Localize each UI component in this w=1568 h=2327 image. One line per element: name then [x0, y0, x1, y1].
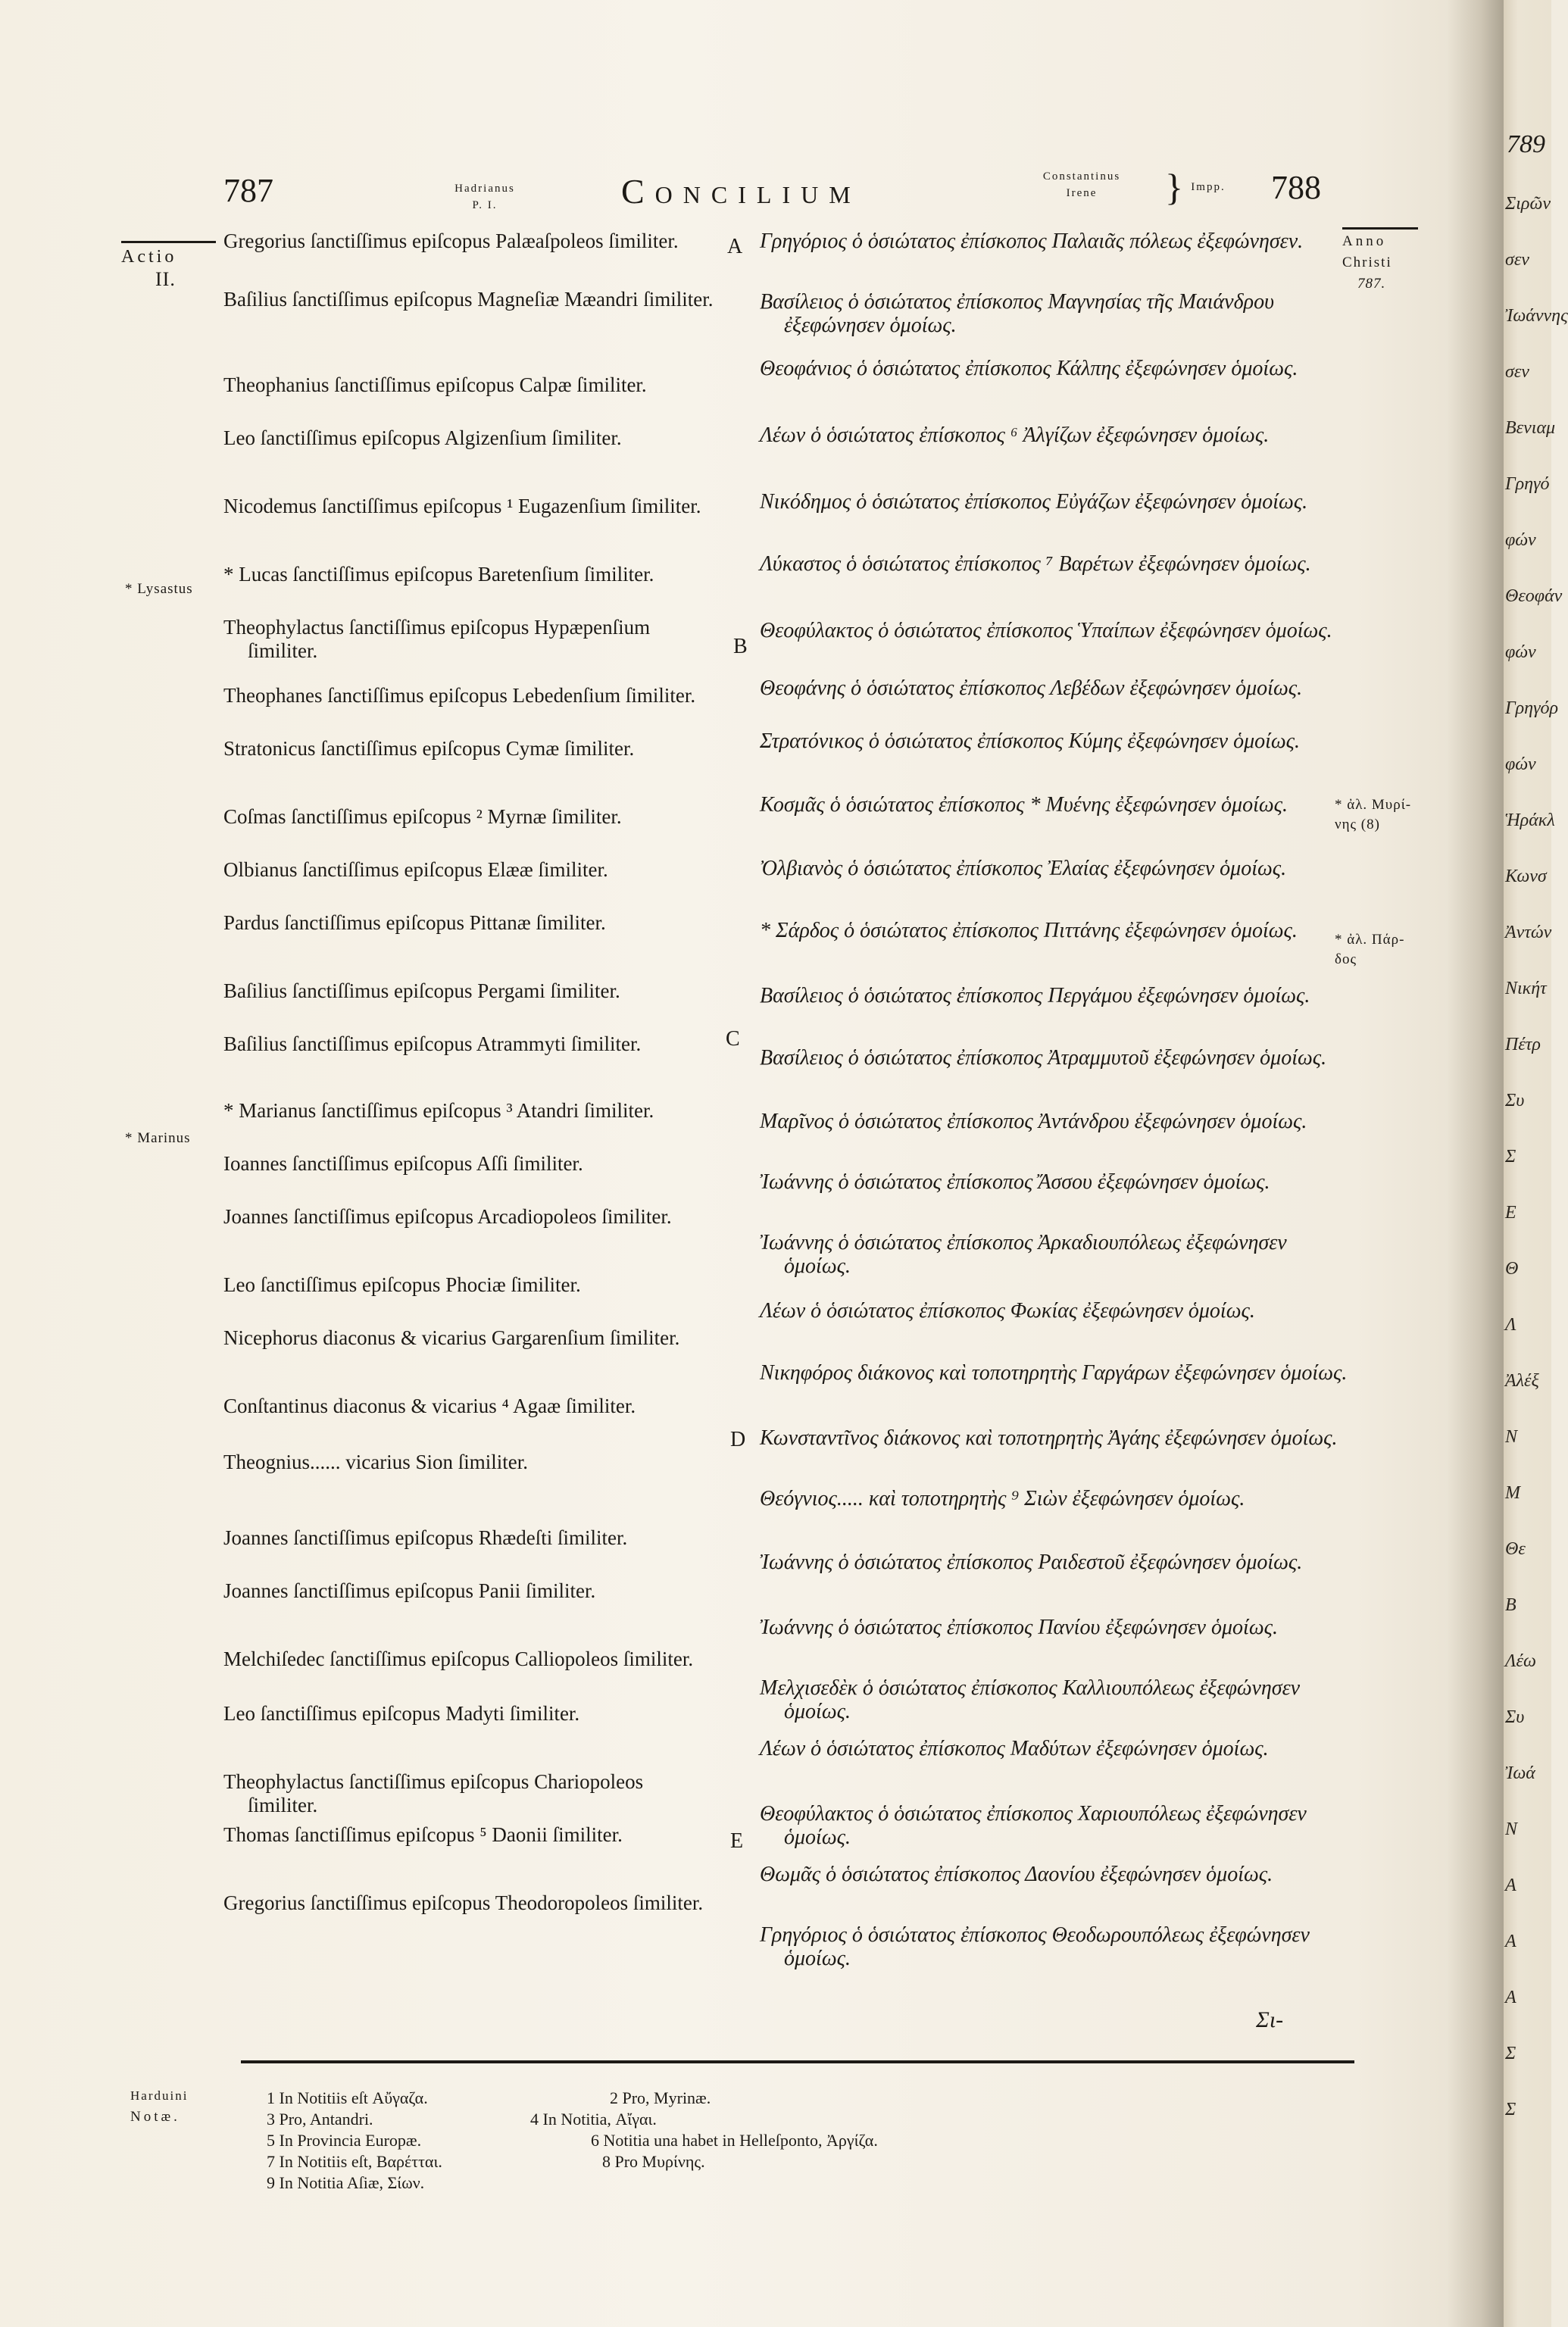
- note-7: 7 In Notitiis eſt, Βαρέτται.: [267, 2152, 442, 2171]
- greek-entry: Ὀλβιανὸς ὁ ὁσιώτατος ἐπίσκοπος Ἐλαίας ἐξεφώνησεν ὁμοίως.: [760, 857, 1287, 880]
- latin-entry: Theophylactus ſanctiſſimus epiſcopus Chariopoleos ſimiliter.: [223, 1770, 644, 1816]
- greek-entry: Θωμᾶς ὁ ὁσιώτατος ἐπίσκοπος Δαονίου ἐξεφώνησεν ὁμοίως.: [760, 1863, 1273, 1886]
- greek-entry: Ἰωάννης ὁ ὁσιώτατος ἐπίσκοπος Ραιδεστοῦ ἐξεφώνησεν ὁμοίως.: [760, 1551, 1303, 1574]
- greek-entry: Μαρῖνος ὁ ὁσιώτατος ἐπίσκοπος Ἀντάνδρου ἐξεφώνησεν ὁμοίως.: [760, 1110, 1307, 1133]
- latin-entry: Pardus ſanctiſſimus epiſcopus Pittanæ ſimiliter.: [223, 911, 606, 934]
- notes-label-notae: Notæ.: [130, 2109, 180, 2125]
- section-letter-c: C: [726, 1027, 740, 1051]
- next-page-fragment: Ἡράκλ: [1505, 811, 1555, 830]
- greek-entry: Μελχισεδὲκ ὁ ὁσιώτατος ἐπίσκοπος Καλλιουπόλεως ἐξεφώνησεν ὁμοίως.: [760, 1676, 1301, 1723]
- book-spine-shadow: [1447, 0, 1504, 2327]
- greek-entry: Κωνσταντῖνος διάκονος καὶ τοποτηρητὴς Ἀγάης ἐξεφώνησεν ὁμοίως.: [760, 1426, 1338, 1450]
- christi-label: Christi: [1342, 255, 1392, 270]
- note-3: 3 Pro, Antandri.: [267, 2110, 373, 2129]
- latin-entry: Ioannes ſanctiſſimus epiſcopus Aſſi ſimiliter.: [223, 1152, 583, 1175]
- next-page-fragment: Ε: [1505, 1203, 1516, 1223]
- next-page-edge: [1504, 0, 1568, 2327]
- next-page-fragment: Συ: [1505, 1091, 1525, 1110]
- greek-entry: Θεοφάνιος ὁ ὁσιώτατος ἐπίσκοπος Κάλπης ἐξεφώνησεν ὁμοίως.: [760, 357, 1298, 380]
- greek-entry: Θεόγνιος..... καὶ τοποτηρητὴς ⁹ Σιὼν ἐξεφώνησεν ὁμοίως.: [760, 1487, 1245, 1510]
- next-page-fragment: Μ: [1505, 1483, 1520, 1503]
- next-page-fragment: Θεοφάν: [1505, 586, 1563, 606]
- greek-entry: Λέων ὁ ὁσιώτατος ἐπίσκοπος Φωκίας ἐξεφώνησεν ὁμοίως.: [760, 1299, 1255, 1323]
- note-5: 5 In Provincia Europæ.: [267, 2131, 422, 2150]
- next-page-fragment: Σ: [1505, 2100, 1516, 2119]
- next-page-fragment: Συ: [1505, 1707, 1525, 1727]
- left-page-number: 787: [223, 172, 273, 209]
- greek-entry: Λέων ὁ ὁσιώτατος ἐπίσκοπος Μαδύτων ἐξεφώνησεν ὁμοίως.: [760, 1737, 1269, 1760]
- greek-entry: Βασίλειος ὁ ὁσιώτατος ἐπίσκοπος Περγάμου ἐξεφώνησεν ὁμοίως.: [760, 984, 1310, 1007]
- header-author: [409, 180, 561, 214]
- latin-entry: Coſmas ſanctiſſimus epiſcopus ² Myrnæ ſimiliter.: [223, 805, 622, 828]
- next-page-fragment: Ἀντών: [1505, 923, 1552, 942]
- note-8: 8 Pro Μυρίνης.: [602, 2152, 705, 2171]
- header-author-line1: Hadrianus: [454, 183, 515, 195]
- note-4: 4 In Notitia, Αἴγαι.: [530, 2110, 657, 2129]
- latin-entry: Joannes ſanctiſſimus epiſcopus Rhædeſti ſimiliter.: [223, 1526, 628, 1549]
- latin-entry: Gregorius ſanctiſſimus epiſcopus Theodoropoleos ſimiliter.: [223, 1891, 704, 1914]
- next-page-fragment: Β: [1505, 1595, 1516, 1615]
- header-brace: }: [1165, 166, 1183, 208]
- header-rulers-line1: Constantinus: [1042, 170, 1121, 183]
- latin-entry: Joannes ſanctiſſimus epiſcopus Arcadiopoleos ſimiliter.: [223, 1205, 672, 1228]
- next-page-fragment: Λ: [1505, 1315, 1516, 1335]
- latin-entry: Olbianus ſanctiſſimus epiſcopus Elææ ſimiliter.: [223, 858, 608, 881]
- greek-entry: Λύκαστος ὁ ὁσιώτατος ἐπίσκοπος ⁷ Βαρέτων ἐξεφώνησεν ὁμοίως.: [760, 552, 1311, 576]
- next-page-fragment: Σιρῶν: [1505, 194, 1551, 214]
- notes-rule: [241, 2060, 1354, 2063]
- header-rulers-line2: Irene: [1066, 187, 1098, 199]
- greek-entry: Νικηφόρος διάκονος καὶ τοποτηρητὴς Γαργάρων ἐξεφώνησεν ὁμοίως.: [760, 1361, 1348, 1385]
- margin-note-pardus: * ἀλ. Πάρ- δος: [1335, 932, 1405, 967]
- greek-entry: * Σάρδος ὁ ὁσιώτατος ἐπίσκοπος Πιττάνης ἐξεφώνησεν ὁμοίως.: [760, 919, 1298, 942]
- year-label: 787.: [1357, 276, 1386, 292]
- margin-note-marinus: * Marinus: [125, 1130, 191, 1146]
- actio-number: II.: [155, 268, 176, 290]
- header-impp: Impp.: [1191, 181, 1226, 193]
- next-page-fragment: Γρηγό: [1505, 474, 1550, 494]
- section-letter-b: B: [733, 635, 748, 658]
- notes-label-harduini: Harduini: [130, 2088, 189, 2103]
- greek-entry: Ἰωάννης ὁ ὁσιώτατος ἐπίσκοπος Πανίου ἐξεφώνησεν ὁμοίως.: [760, 1616, 1278, 1639]
- next-page-fragment: Βενιαμ: [1505, 418, 1556, 438]
- margin-note-lysastus: * Lysastus: [125, 581, 193, 597]
- next-page-fragment: Ἀλέξ: [1505, 1371, 1539, 1391]
- note-6: 6 Notitia una habet in Helleſponto, Ἀργίζα.: [591, 2131, 878, 2150]
- next-page-fragment: Α: [1505, 1876, 1516, 1895]
- next-page-fragment: Νικήτ: [1505, 979, 1547, 998]
- next-page-fragment: Γρηγόρ: [1505, 698, 1559, 718]
- latin-entry: Leo ſanctiſſimus epiſcopus Madyti ſimiliter.: [223, 1702, 580, 1725]
- latin-entry: Baſilius ſanctiſſimus epiſcopus Atrammyti ſimiliter.: [223, 1032, 642, 1055]
- section-letter-d: D: [730, 1428, 746, 1451]
- next-page-fragment: Α: [1505, 1932, 1516, 1951]
- latin-entry: Leo ſanctiſſimus epiſcopus Algizenſium ſimiliter.: [223, 426, 622, 449]
- latin-entry: Leo ſanctiſſimus epiſcopus Phociæ ſimiliter.: [223, 1273, 581, 1296]
- greek-entry: Βασίλειος ὁ ὁσιώτατος ἐπίσκοπος Ἀτραμμυτοῦ ἐξεφώνησεν ὁμοίως.: [760, 1046, 1327, 1070]
- next-page-fragment: Κωνσ: [1505, 867, 1547, 886]
- greek-entry: Λέων ὁ ὁσιώτατος ἐπίσκοπος ⁶ Ἀλγίζων ἐξεφώνησεν ὁμοίως.: [760, 423, 1270, 447]
- latin-entry: Nicodemus ſanctiſſimus epiſcopus ¹ Eugazenſium ſimiliter.: [223, 495, 701, 517]
- greek-entry: Γρηγόριος ὁ ὁσιώτατος ἐπίσκοπος Παλαιᾶς πόλεως ἐξεφώνησεν.: [760, 230, 1304, 253]
- anno-label: Anno: [1342, 233, 1387, 249]
- greek-entry: Θεοφύλακτος ὁ ὁσιώτατος ἐπίσκοπος Ὑπαίπων ἐξεφώνησεν ὁμοίως.: [760, 619, 1332, 642]
- next-page-fragment: Θ: [1505, 1259, 1519, 1279]
- latin-entry: Joannes ſanctiſſimus epiſcopus Panii ſimiliter.: [223, 1579, 596, 1602]
- latin-entry: Theophylactus ſanctiſſimus epiſcopus Hypæpenſium ſimiliter.: [223, 616, 651, 662]
- header-rulers: [998, 168, 1165, 201]
- latin-entry: Baſilius ſanctiſſimus epiſcopus Pergami ſimiliter.: [223, 979, 620, 1002]
- greek-entry: Ἰωάννης ὁ ὁσιώτατος ἐπίσκοπος Ἀρκαδιουπόλεως ἐξεφώνησεν ὁμοίως.: [760, 1231, 1287, 1278]
- catchword: Σι-: [1256, 2007, 1284, 2032]
- latin-entry: Stratonicus ſanctiſſimus epiſcopus Cymæ ſimiliter.: [223, 737, 635, 760]
- next-page-fragment: Λέω: [1505, 1651, 1536, 1671]
- next-page-fragment: φών: [1505, 754, 1536, 774]
- greek-entry: Θεοφύλακτος ὁ ὁσιώτατος ἐπίσκοπος Χαριουπόλεως ἐξεφώνησεν ὁμοίως.: [760, 1802, 1307, 1849]
- margin-note-myrinae: * ἀλ. Μυρί- νης (8): [1335, 797, 1412, 832]
- greek-entry: Θεοφάνης ὁ ὁσιώτατος ἐπίσκοπος Λεβέδων ἐξεφώνησεν ὁμοίως.: [760, 676, 1303, 700]
- latin-entry: Melchiſedec ſanctiſſimus epiſcopus Calliopoleos ſimiliter.: [223, 1648, 694, 1670]
- latin-entry: Theognius...... vicarius Sion ſimiliter.: [223, 1451, 528, 1473]
- margin-rule-left: [121, 241, 216, 243]
- latin-entry: Nicephorus diaconus & vicarius Gargarenſium ſimiliter.: [223, 1326, 680, 1349]
- next-page-fragment: Σ: [1505, 1147, 1516, 1167]
- latin-entry: * Marianus ſanctiſſimus epiſcopus ³ Atandri ſimiliter.: [223, 1099, 654, 1122]
- next-page-fragment: Ἰωά: [1505, 1763, 1535, 1783]
- latin-entry: Thomas ſanctiſſimus epiſcopus ⁵ Daonii ſimiliter.: [223, 1823, 623, 1846]
- margin-rule-right: [1342, 227, 1418, 230]
- next-page-number: 789: [1507, 130, 1545, 158]
- next-page-fragment: Ν: [1505, 1819, 1518, 1839]
- greek-entry: Βασίλειος ὁ ὁσιώτατος ἐπίσκοπος Μαγνησίας τῆς Μαιάνδρου ἐξεφώνησεν ὁμοίως.: [760, 290, 1274, 337]
- latin-entry: Theophanes ſanctiſſimus epiſcopus Lebedenſium ſimiliter.: [223, 684, 696, 707]
- greek-entry: Στρατόνικος ὁ ὁσιώτατος ἐπίσκοπος Κύμης ἐξεφώνησεν ὁμοίως.: [760, 729, 1301, 753]
- latin-entry: Conſtantinus diaconus & vicarius ⁴ Agaæ ſimiliter.: [223, 1395, 636, 1417]
- latin-entry: Theophanius ſanctiſſimus epiſcopus Calpæ ſimiliter.: [223, 373, 647, 396]
- actio-label: Actio: [121, 247, 177, 267]
- greek-entry: Ἰωάννης ὁ ὁσιώτατος ἐπίσκοπος Ἄσσου ἐξεφώνησεν ὁμοίως.: [760, 1170, 1270, 1194]
- next-page-fragment: φών: [1505, 530, 1536, 550]
- latin-entry: Baſilius ſanctiſſimus epiſcopus Magneſiæ Mæandri ſimiliter.: [223, 288, 714, 311]
- section-letter-a: A: [727, 235, 743, 258]
- greek-entry: Νικόδημος ὁ ὁσιώτατος ἐπίσκοπος Εὐγάζων ἐξεφώνησεν ὁμοίως.: [760, 490, 1308, 514]
- page-title: Concilium: [621, 172, 861, 211]
- next-page-fragment: Πέτρ: [1505, 1035, 1541, 1054]
- note-2: 2 Pro, Myrinæ.: [610, 2088, 711, 2107]
- next-page-fragment: Ἰωάννης: [1505, 306, 1568, 326]
- greek-entry: Κοσμᾶς ὁ ὁσιώτατος ἐπίσκοπος * Μυένης ἐξεφώνησεν ὁμοίως.: [760, 793, 1288, 817]
- next-page-fragment: σεν: [1505, 250, 1529, 270]
- section-letter-e: E: [730, 1829, 744, 1853]
- note-1: 1 In Notitiis eſt Αὔγαζα.: [267, 2088, 428, 2107]
- greek-entry: Γρηγόριος ὁ ὁσιώτατος ἐπίσκοπος Θεοδωρουπόλεως ἐξεφώνησεν ὁμοίως.: [760, 1923, 1310, 1970]
- header-author-line2: P. I.: [472, 199, 498, 211]
- right-page-number: 788: [1271, 169, 1321, 206]
- next-page-fragment: Θε: [1505, 1539, 1526, 1559]
- next-page-fragment: Α: [1505, 1988, 1516, 2007]
- next-page-fragment: Ν: [1505, 1427, 1518, 1447]
- latin-entry: * Lucas ſanctiſſimus epiſcopus Baretenſium ſimiliter.: [223, 563, 654, 586]
- note-9: 9 In Notitia Aſiæ, Σίων.: [267, 2173, 425, 2192]
- next-page-fragment: φών: [1505, 642, 1536, 662]
- next-page-fragment: Σ: [1505, 2044, 1516, 2063]
- latin-entry: Gregorius ſanctiſſimus epiſcopus Palæaſpoleos ſimiliter.: [223, 230, 679, 252]
- next-page-fragment: σεν: [1505, 362, 1529, 382]
